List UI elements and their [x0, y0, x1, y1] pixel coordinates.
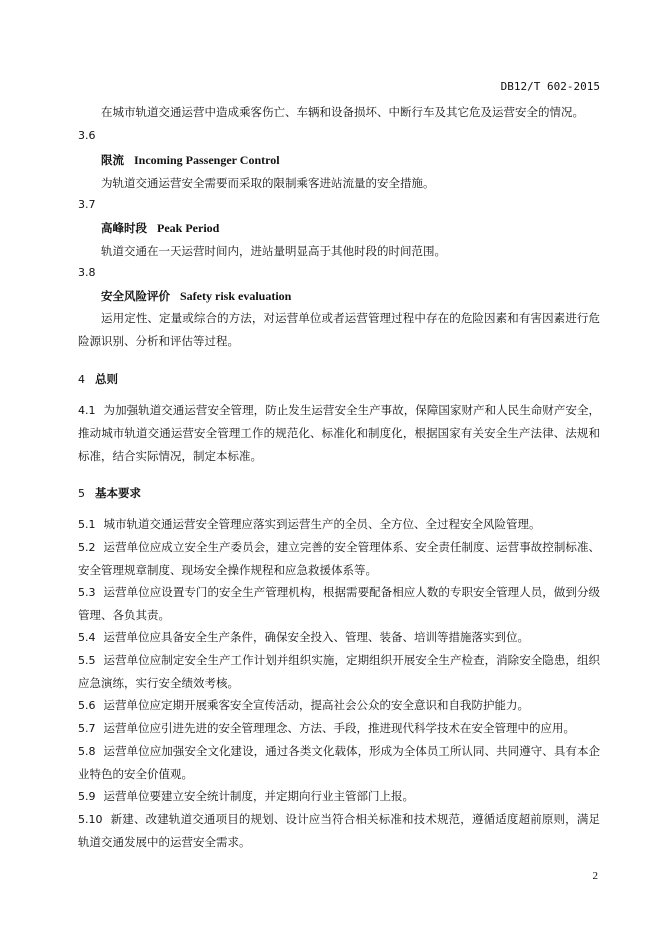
term-zh: 高峰时段 — [101, 221, 147, 235]
clause — [78, 513, 600, 536]
section-title: 基本要求 — [95, 486, 141, 500]
term-en: Incoming Passenger Control — [134, 153, 280, 167]
clause — [78, 717, 600, 740]
term-definition: 运用定性、定量或综合的方法，对运营单位或者运营管理过程中存在的危险因素和有害因素进行危险源识别、分析和评估等过程。 — [78, 311, 600, 348]
term-number: 3.6 — [78, 129, 96, 142]
clause-number: 5.6 — [78, 699, 96, 712]
clause — [78, 694, 600, 717]
page-number: 2 — [592, 870, 598, 882]
clause-number: 4.1 — [78, 404, 96, 417]
clause — [78, 740, 600, 786]
clause-number: 5.5 — [78, 654, 96, 667]
section-title: 总则 — [95, 372, 118, 386]
clause — [78, 399, 600, 468]
term-title — [101, 220, 219, 236]
term-number: 3.8 — [78, 266, 96, 279]
section-number: 5 — [78, 487, 85, 500]
clause-text: 运营单位应成立安全生产委员会，建立完善的安全管理体系、安全责任制度、运营事故控制标准、安全管理规章制度、现场安全操作规程和应急救援体系等。 — [78, 540, 600, 577]
section-heading — [78, 371, 118, 388]
clause-number: 5.10 — [78, 813, 103, 826]
clause — [78, 649, 600, 695]
term-en: Peak Period — [157, 221, 220, 235]
term-definition: 轨道交通在一天运营时间内，进站量明显高于其他时段的时间范围。 — [101, 244, 446, 258]
clause — [78, 581, 600, 627]
clause-number: 5.1 — [78, 518, 96, 531]
definition-continuation: 在城市轨道交通运营中造成乘客伤亡、车辆和设备损坏、中断行车及其它危及运营安全的情况。 — [101, 105, 584, 119]
clause-text: 为加强轨道交通运营安全管理，防止发生运营安全生产事故，保障国家财产和人民生命财产安全，推动城市轨道交通运营安全管理工作的规范化、标准化和制度化，根据国家有关安全生产法律、法规和标准，结合实际情况，制定本标准。 — [78, 403, 600, 463]
clause — [78, 536, 600, 582]
clause — [78, 626, 600, 649]
clause-text: 运营单位应具备安全生产条件，确保安全投入、管理、装备、培训等措施落实到位。 — [103, 630, 529, 644]
term-definition: 为轨道交通运营安全需要而采取的限制乘客进站流量的安全措施。 — [101, 176, 435, 190]
clause-text: 新建、改建轨道交通项目的规划、设计应当符合相关标准和技术规范，遵循适度超前原则，满足轨道交通发展中的运营安全需求。 — [78, 812, 600, 849]
term-title — [101, 152, 280, 168]
term-number: 3.7 — [78, 198, 96, 211]
clause-number: 5.3 — [78, 586, 96, 599]
clause — [78, 785, 600, 808]
clause-number: 5.2 — [78, 541, 96, 554]
term-zh: 限流 — [101, 153, 124, 167]
section-number: 4 — [78, 373, 85, 386]
clause-number: 5.9 — [78, 790, 96, 803]
clause-text: 运营单位应设置专门的安全生产管理机构，根据需要配备相应人数的专职安全管理人员，做到分级管理、各负其责。 — [78, 585, 600, 622]
clause-text: 城市轨道交通运营安全管理应落实到运营生产的全员、全方位、全过程安全风险管理。 — [103, 517, 541, 531]
doc-code-header: DB12/T 602-2015 — [500, 80, 600, 93]
clause-text: 运营单位应加强安全文化建设，通过各类文化载体，形成为全体员工所认同、共同遵守、具有本企业特色的安全价值观。 — [78, 744, 600, 781]
term-en: Safety risk evaluation — [180, 289, 292, 303]
clause-number: 5.4 — [78, 631, 96, 644]
clause-number: 5.8 — [78, 745, 96, 758]
clause-text: 运营单位应制定安全生产工作计划并组织实施，定期组织开展安全生产检查，消除安全隐患，组织应急演练，实行安全绩效考核。 — [78, 653, 600, 690]
clause-number: 5.7 — [78, 722, 96, 735]
clause-text: 运营单位要建立安全统计制度，并定期向行业主管部门上报。 — [103, 789, 414, 803]
clause-text: 运营单位应引进先进的安全管理理念、方法、手段，推进现代科学技术在安全管理中的应用。 — [103, 721, 575, 735]
clause — [78, 808, 600, 854]
section-heading — [78, 485, 141, 502]
clause-text: 运营单位应定期开展乘客安全宣传活动，提高社会公众的安全意识和自我防护能力。 — [103, 698, 529, 712]
term-title — [101, 288, 291, 304]
term-zh: 安全风险评价 — [101, 289, 170, 303]
